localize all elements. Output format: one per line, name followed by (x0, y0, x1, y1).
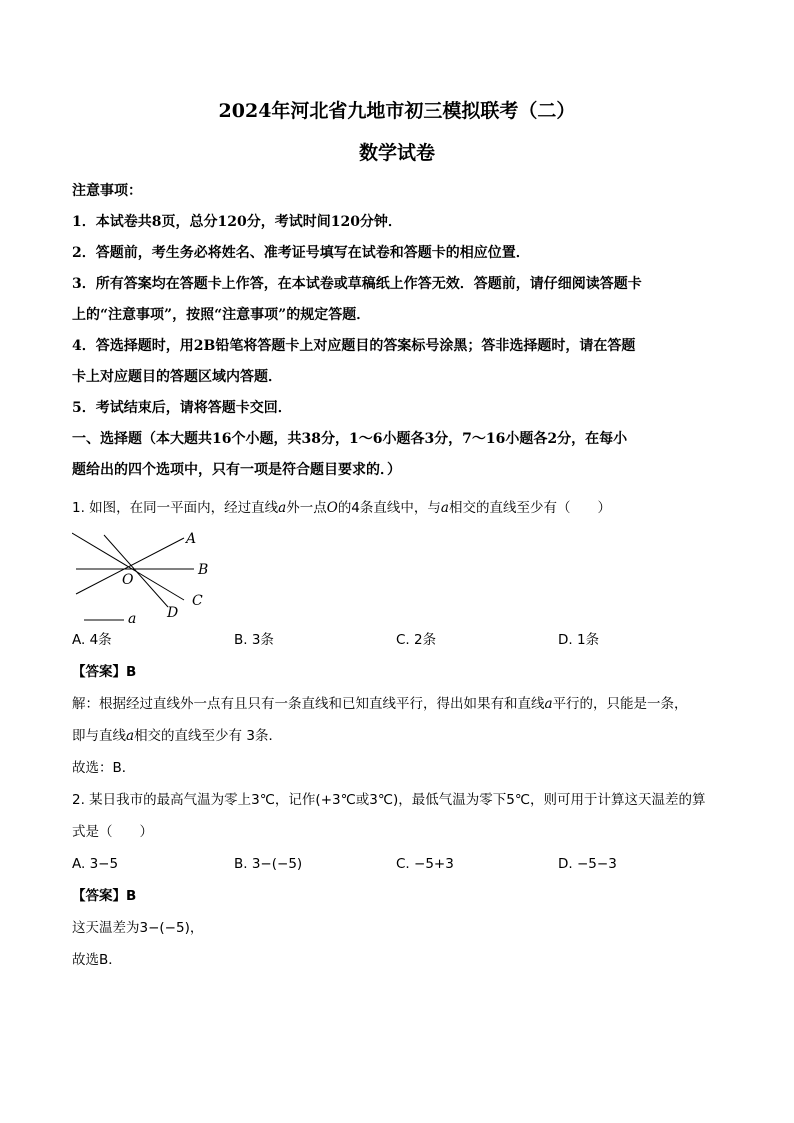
option-c: C. 2条 (396, 632, 437, 648)
notice-item: 卡上对应题目的答题区域内答题． (72, 369, 282, 385)
answer-tag: 【答案】B (72, 888, 137, 904)
var-a: a (278, 500, 287, 516)
notice-section (72, 176, 722, 486)
question-1-figure (72, 528, 722, 624)
lines-diagram (72, 528, 222, 624)
label-o-point: O (122, 572, 134, 588)
question-2-options (72, 848, 722, 880)
solution-text: 这天温差为3−(−5)， (72, 920, 204, 936)
var-a: a (126, 728, 135, 744)
question-2 (72, 784, 722, 976)
question-1-stem: 1. 如图，在同一平面内，经过直线a外一点O的4条直线中，与a相交的直线至少有（ ） (72, 500, 611, 516)
exam-title: 2024年河北省九地市初三模拟联考（二） (218, 100, 576, 122)
question-1-options (72, 624, 722, 656)
label-b-point: B (198, 562, 209, 578)
option-b: B. 3条 (234, 632, 274, 648)
var-o: O (326, 500, 338, 516)
var-a: a (440, 500, 449, 516)
notice-item: 上的“注意事项”，按照“注意事项”的规定答题． (72, 307, 371, 323)
exam-page (72, 96, 722, 976)
notice-item: 5．考试结束后，请将答题卡交回． (72, 400, 292, 416)
notice-item: 2．答题前，考生务必将姓名、准考证号填写在试卷和答题卡的相应位置． (72, 245, 530, 261)
option-d: D. 1条 (558, 632, 600, 648)
option-a: A. 3−5 (72, 856, 119, 872)
option-a: A. 4条 (72, 632, 112, 648)
answer-tag: 【答案】B (72, 664, 137, 680)
label-a-line: a (128, 611, 137, 624)
conclusion-text: 故选：B． (72, 760, 136, 776)
line-od (104, 535, 168, 607)
question-1 (72, 492, 722, 784)
section-header-cont: 题给出的四个选项中，只有一项是符合题目要求的．） (72, 462, 401, 478)
var-a: a (544, 696, 553, 712)
solution-text: 即与直线a相交的直线至少有 3条． (72, 728, 282, 744)
label-d-point: D (167, 605, 179, 621)
question-2-stem: 2. 某日我市的最高气温为零上3℃，记作(+3℃或3℃)，最低气温为零下5℃，则可用于计算这天温差的算 (72, 792, 706, 808)
option-c: C. −5+3 (396, 856, 454, 872)
notice-item: 1．本试卷共8页，总分120分，考试时间120分钟． (72, 214, 402, 230)
notice-item: 3．所有答案均在答题卡上作答，在本试卷或草稿纸上作答无效．答题前，请仔细阅读答题卡 (72, 276, 642, 292)
exam-subtitle: 数学试卷 (358, 142, 435, 164)
solution-text: 解：根据经过直线外一点有且只有一条直线和已知直线平行，得出如果有和直线a平行的，只能是一条， (72, 696, 688, 712)
conclusion-text: 故选B． (72, 952, 122, 968)
label-a-point: A (186, 531, 197, 547)
question-2-stem-cont: 式是（ ） (72, 824, 153, 840)
label-c-point: C (192, 593, 203, 609)
section-header: 一、选择题（本大题共16个小题，共38分，1～6小题各3分，7～16小题各2分，在每小 (72, 431, 628, 447)
notice-heading: 注意事项： (72, 183, 142, 199)
option-b: B. 3−(−5) (234, 856, 303, 872)
notice-item: 4．答选择题时，用2B铅笔将答题卡上对应题目的答案标号涂黑；答非选择题时，请在答题 (72, 338, 636, 354)
option-d: D. −5−3 (558, 856, 617, 872)
